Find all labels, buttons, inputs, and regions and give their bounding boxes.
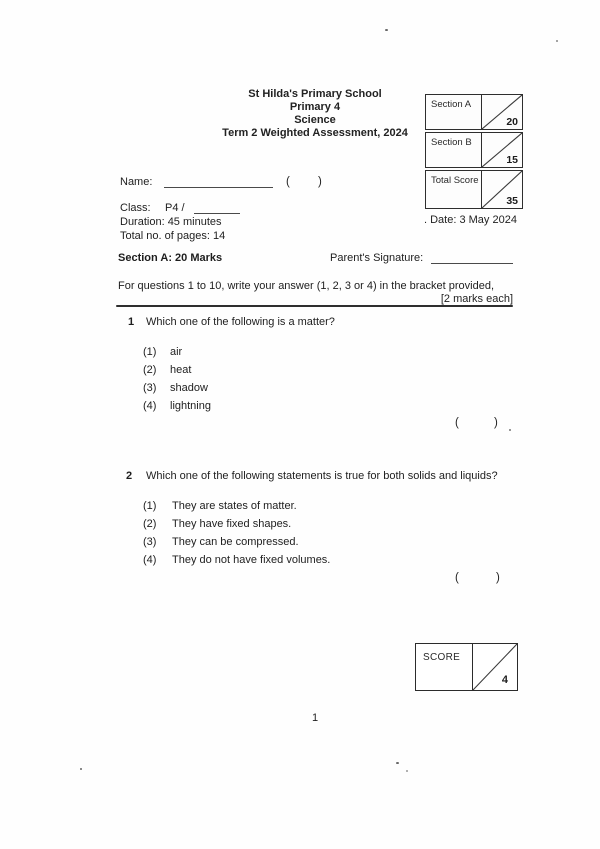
assessment-title: Term 2 Weighted Assessment, 2024 bbox=[222, 127, 408, 139]
page-number: 1 bbox=[311, 712, 319, 724]
score-row-label: Section A bbox=[426, 95, 482, 129]
option-number: (3) bbox=[143, 536, 157, 548]
name-blank-line bbox=[164, 176, 273, 188]
option-number: (3) bbox=[143, 382, 157, 394]
date-line: . Date: 3 May 2024 bbox=[424, 214, 517, 226]
class-value: P4 / bbox=[165, 202, 185, 214]
option-number: (4) bbox=[143, 554, 157, 566]
option-text: They have fixed shapes. bbox=[172, 518, 292, 530]
school-name: St Hilda's Primary School bbox=[248, 88, 382, 100]
subject: Science bbox=[294, 114, 336, 126]
answer-bracket-close: ) bbox=[496, 572, 500, 584]
register-bracket-close: ) bbox=[318, 176, 322, 188]
section-a-heading: Section A: 20 Marks bbox=[118, 252, 223, 264]
option-text: air bbox=[170, 346, 183, 358]
scan-speck bbox=[509, 429, 511, 431]
answer-bracket-open: ( bbox=[455, 417, 459, 429]
class-label: Class: bbox=[120, 202, 151, 214]
question-text: Which one of the following statements is true for both solids and liquids? bbox=[146, 470, 498, 482]
score-row-section-a bbox=[425, 94, 523, 130]
scan-speck bbox=[80, 768, 82, 770]
question-text: Which one of the following is a matter? bbox=[146, 316, 335, 328]
score-row-section-b bbox=[425, 132, 523, 168]
option-text: They are states of matter. bbox=[172, 500, 297, 512]
option-number: (2) bbox=[143, 518, 157, 530]
max-marks: 20 bbox=[506, 116, 518, 128]
answer-bracket-close: ) bbox=[494, 417, 498, 429]
answer-bracket-open: ( bbox=[455, 572, 459, 584]
option-text: heat bbox=[170, 364, 192, 376]
score-table bbox=[425, 94, 523, 211]
option-number: (2) bbox=[143, 364, 157, 376]
name-row bbox=[120, 176, 520, 192]
score-box-max: 4 bbox=[501, 674, 508, 686]
option-text: They can be compressed. bbox=[172, 536, 299, 548]
name-label: Name: bbox=[120, 176, 153, 188]
section-instructions: For questions 1 to 10, write your answer (1, 2, 3 or 4) in the bracket provided, bbox=[118, 280, 495, 292]
marks-note: [2 marks each] bbox=[440, 293, 513, 305]
section-divider-line bbox=[116, 305, 513, 307]
diagonal-slash bbox=[473, 644, 517, 690]
section-heading-row bbox=[118, 251, 513, 269]
max-marks: 15 bbox=[506, 154, 518, 166]
parent-signature-label: Parent's Signature: bbox=[330, 252, 424, 264]
option-text: They do not have fixed volumes. bbox=[172, 554, 331, 566]
question-number: 1 bbox=[128, 316, 135, 328]
score-box-label: SCORE bbox=[416, 644, 473, 690]
scan-speck bbox=[556, 40, 558, 42]
duration-text: Duration: 45 minutes bbox=[120, 216, 222, 228]
score-row-label: Total Score bbox=[426, 171, 482, 208]
scan-speck bbox=[385, 29, 388, 31]
register-bracket-open: ( bbox=[286, 176, 290, 188]
score-box-cell bbox=[473, 644, 517, 690]
scan-speck bbox=[396, 762, 399, 764]
score-row-label: Section B bbox=[426, 133, 482, 167]
option-number: (4) bbox=[143, 400, 157, 412]
signature-blank-line bbox=[431, 252, 513, 264]
pages-text: Total no. of pages: 14 bbox=[120, 230, 226, 242]
option-number: (1) bbox=[143, 500, 157, 512]
max-marks: 35 bbox=[506, 195, 518, 207]
class-blank-line bbox=[194, 202, 240, 214]
score-cell bbox=[482, 133, 522, 167]
level: Primary 4 bbox=[289, 101, 341, 113]
option-text: shadow bbox=[170, 382, 208, 394]
option-text: lightning bbox=[170, 400, 211, 412]
question-number: 2 bbox=[126, 470, 133, 482]
score-box bbox=[415, 643, 518, 691]
option-number: (1) bbox=[143, 346, 157, 358]
scan-speck bbox=[406, 770, 408, 772]
pages-row bbox=[120, 230, 520, 246]
score-cell bbox=[482, 95, 522, 129]
